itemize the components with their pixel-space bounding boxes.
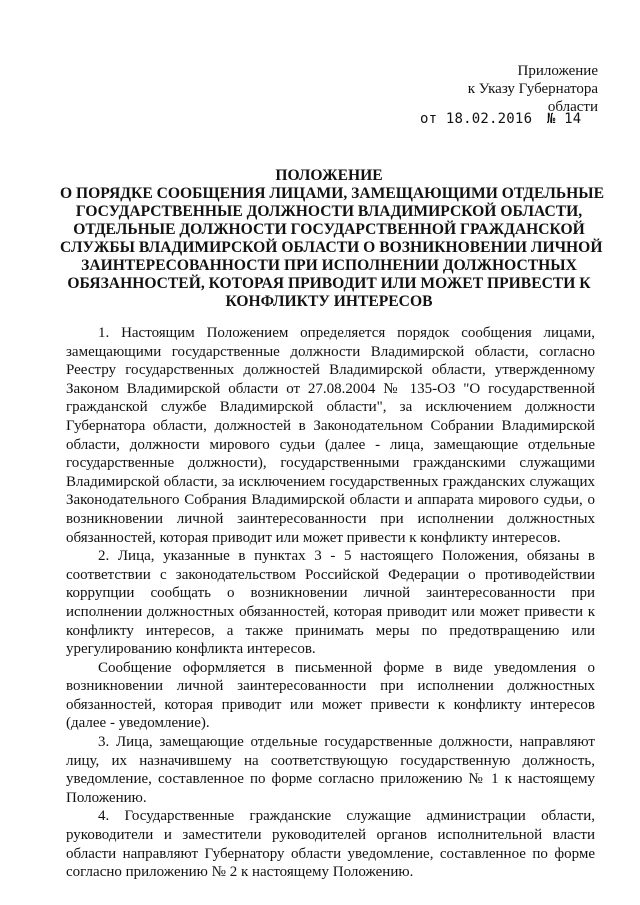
appendix-header [468,62,598,116]
document-title [60,167,604,311]
title-line: СЛУЖБЫ ВЛАДИМИРСКОЙ ОБЛАСТИ О ВОЗНИКНОВЕНИИ ЛИЧНОЙ [60,239,603,256]
title-line: ГОСУДАРСТВЕННЫЕ ДОЛЖНОСТИ ВЛАДИМИРСКОЙ ОБЛАСТИ, [75,203,583,220]
title-line: ЗАИНТЕРЕСОВАННОСТИ ПРИ ИСПОЛНЕНИИ ДОЛЖНОСТНЫХ [81,257,577,274]
title-heading: ПОЛОЖЕНИЕ [275,167,383,184]
decree-number: № 14 [546,111,582,127]
paragraph-3: 3. Лица, замещающие отдельные государственные должности, направляют лицу, их назначившему на соответствующую государственную должность, уведомление, составленное по форме согласно приложению № 1 к настоящему Положению. [66,734,595,806]
decree-date-line [420,111,581,127]
title-line: ОБЯЗАННОСТЕЙ, КОТОРАЯ ПРИВОДИТ ИЛИ МОЖЕТ ПРИВЕСТИ К [67,275,591,292]
appendix-line-1: Приложение [517,63,598,79]
title-line: ОТДЕЛЬНЫЕ ДОЛЖНОСТИ ГОСУДАРСТВЕННОЙ ГРАЖДАНСКОЙ [73,221,585,238]
paragraph-2-continued: Сообщение оформляется в письменной форме в виде уведомления о возникновении личной заинтересованности при исполнении должностных обязанностей, которая приводит или может привести к конфликту интересов (далее - уведомление). [66,659,595,732]
paragraph-2: 2. Лица, указанные в пунктах 3 - 5 настоящего Положения, обязаны в соответствии с законодательством Российской Федерации о противодействии коррупции сообщать о возникновении личной заинтересованности при исполнении должностных обязанностей, которая приводит или может привести к конфликту интересов, а также принимать меры по предотвращению или урегулированию конфликта интересов. [66,548,595,658]
appendix-line-2: к Указу Губернатора [467,81,598,97]
document-body [66,324,595,882]
decree-date: 18.02.2016 [445,111,533,127]
date-prefix: от [420,111,438,127]
title-line: КОНФЛИКТУ ИНТЕРЕСОВ [225,293,433,310]
title-line: О ПОРЯДКЕ СООБЩЕНИЯ ЛИЦАМИ, ЗАМЕЩАЮЩИМИ ОТДЕЛЬНЫЕ [60,185,604,202]
appendix-line-3: области [547,99,598,115]
paragraph-4: 4. Государственные гражданские служащие администрации области, руководители и заместители руководителей органов исполнительной власти области направляют Губернатору области уведомление, составленное по форме согласно приложению № 2 к настоящему Положению. [66,808,595,881]
paragraph-1: 1. Настоящим Положением определяется порядок сообщения лицами, замещающими государственные должности Владимирской области, согласно Реестру государственных должностей Владимирской области, утвержденному Законом Владимирской области от 27.08.2004 № 135-ОЗ "О государственной гражданской службе Владимирской области", за исключением должности Губернатора области, должностей в Законодательном Собрании Владимирской области, должности мирового судьи (далее - лица, замещающие отдельные государственные должности), государственными гражданскими служащими Владимирской области, за исключением государственных гражданских служащих Законодательного Собрания Владимирской области и аппарата мирового судьи, о возникновении личной заинтересованности при исполнении должностных обязанностей, которая приводит или может привести к конфликту интересов. [66,325,595,546]
